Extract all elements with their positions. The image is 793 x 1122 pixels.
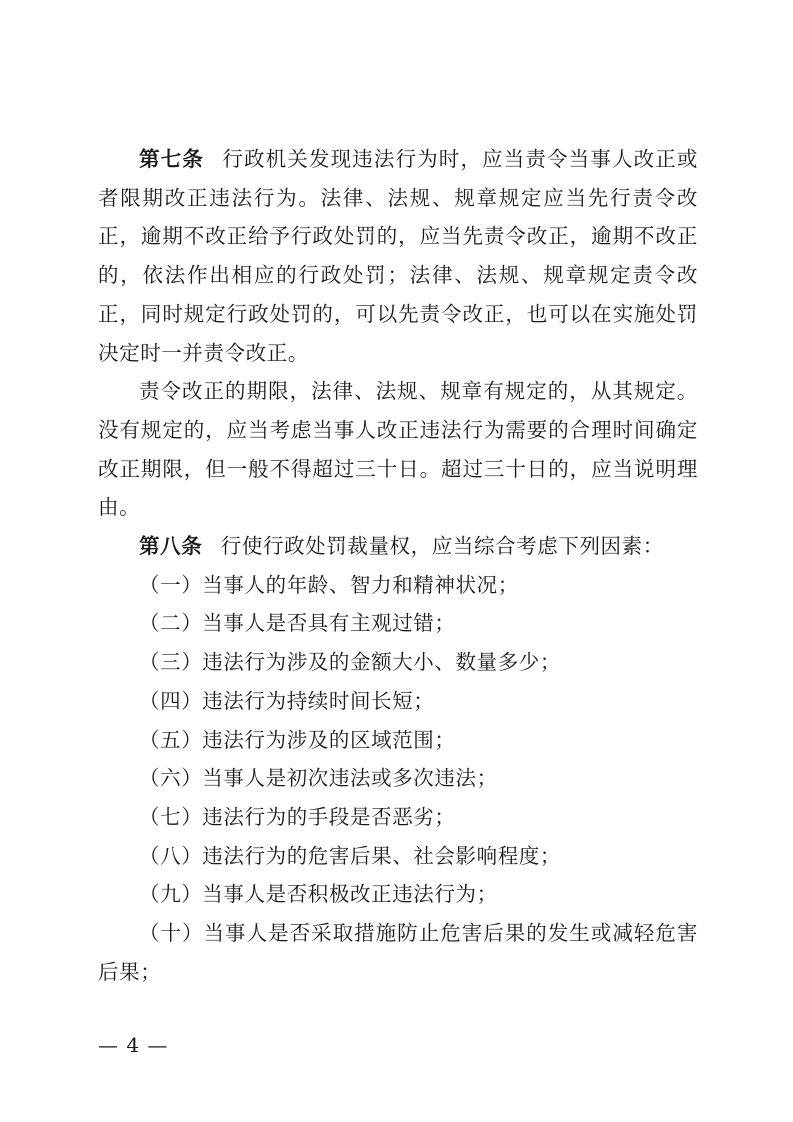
article-8-item-3: （三）违法行为涉及的金额大小、数量多少； — [139, 650, 561, 675]
article-8-item-2: （二）当事人是否具有主观过错； — [139, 611, 456, 636]
article-7-text: 行政机关发现违法行为时，应当责令当事人改正或者限期改正违法行为。法律、法规、规章规定应当先行责令改正，逾期不改正给予行政处罚的，应当先责令改正，逾期不改正的，依法作出相应的行政处罚；法律、法规、规章规定责令改正，同时规定行政处罚的，可以先责令改正，也可以在实施处罚决定时一并责令改正。 — [98, 147, 698, 365]
article-7-paragraph — [98, 140, 698, 372]
article-8-item-7: （七）违法行为的手段是否恶劣； — [139, 804, 456, 829]
article-8-item-8: （八）违法行为的危害后果、社会影响程度； — [139, 843, 561, 868]
article-7-heading: 第七条 — [139, 147, 204, 171]
article-8-item-10: （十）当事人是否采取措施防止危害后果的发生或减轻危害后果； — [98, 921, 698, 984]
article-8-heading: 第八条 — [139, 534, 203, 559]
article-8-text: 行使行政处罚裁量权，应当综合考虑下列因素： — [220, 534, 664, 559]
document-body — [98, 140, 698, 991]
article-8-item-9: （九）当事人是否积极改正违法行为； — [139, 882, 498, 907]
article-8-item-6: （六）当事人是初次违法或多次违法； — [139, 766, 498, 791]
article-8-paragraph — [98, 527, 698, 566]
page-number: — 4 — — [98, 1033, 169, 1057]
article-8-item-5: （五）违法行为涉及的区域范围； — [139, 727, 456, 752]
article-8-item-4: （四）违法行为持续时间长短； — [139, 688, 435, 713]
article-7-paragraph-2: 责令改正的期限，法律、法规、规章有规定的，从其规定。没有规定的，应当考虑当事人改正违法行为需要的合理时间确定改正期限，但一般不得超过三十日。超过三十日的，应当说明理由。 — [98, 379, 698, 520]
article-8-item-1: （一）当事人的年龄、智力和精神状况； — [139, 572, 519, 597]
